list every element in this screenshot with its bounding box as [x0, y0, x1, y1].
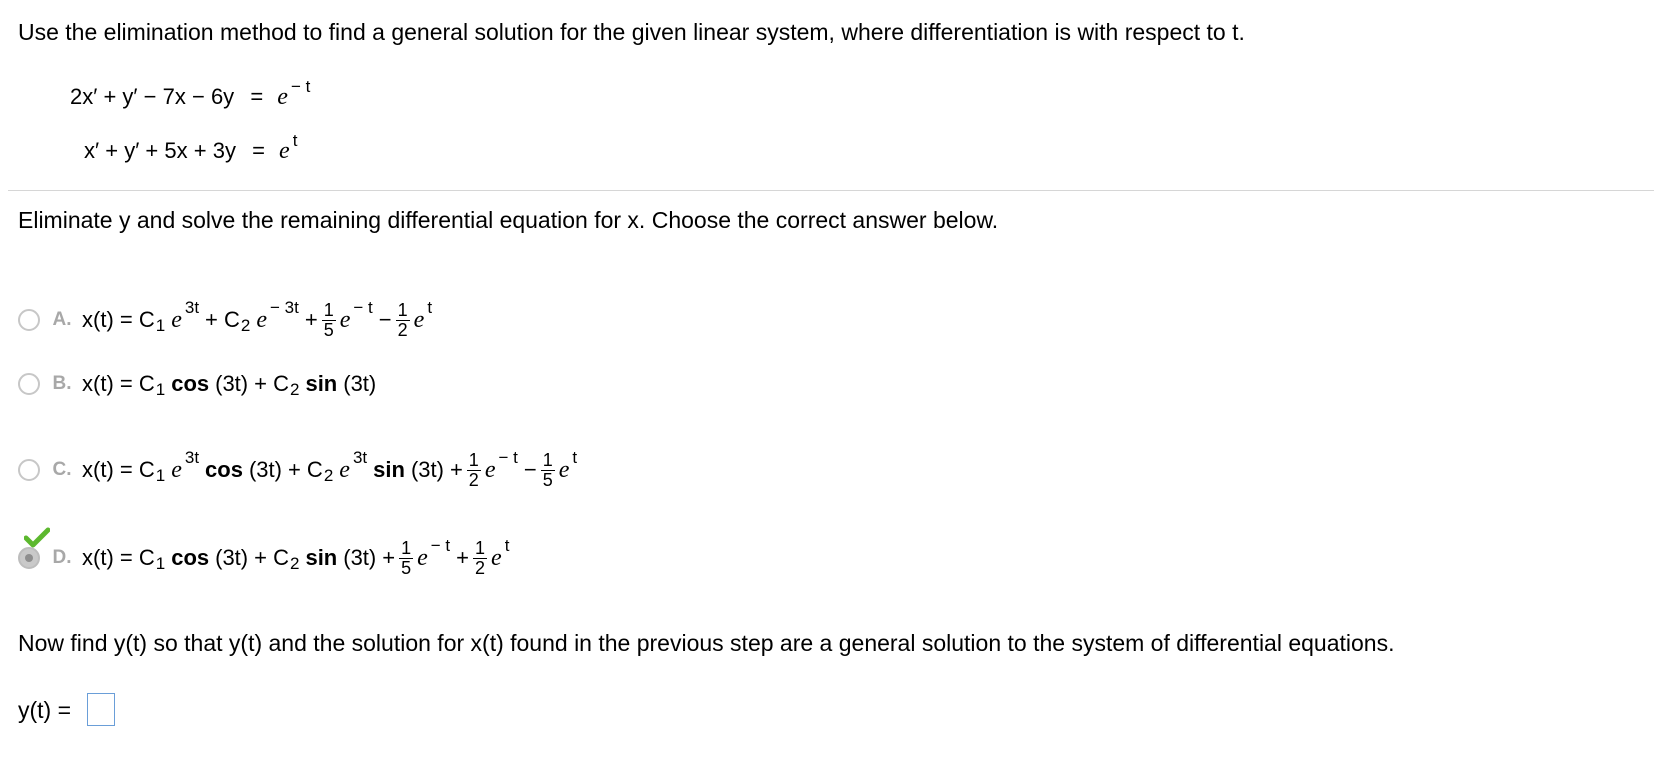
option-d[interactable]: [18, 536, 509, 580]
equation-1-rhs-exponent: − t: [290, 77, 311, 96]
equation-2-equals: =: [252, 138, 265, 163]
equation-2: [84, 131, 298, 166]
answer-label: y(t) =: [18, 697, 72, 723]
step2-instruction: Now find y(t) so that y(t) and the solution for x(t) found in the previous step are a general solution to the system of differential equations.: [18, 630, 1395, 656]
option-c-formula: x(t) = C 1 e 3t cos (3t) + C 2 e 3t sin (3t) + $\frac{1}{2}$ e − t − $\frac{1}{5}$ e t: [82, 448, 578, 490]
option-c[interactable]: [18, 448, 577, 492]
option-d-letter: D.: [52, 547, 72, 568]
option-c-letter: C.: [52, 459, 72, 480]
equation-1: [70, 77, 311, 112]
option-a-radio[interactable]: [18, 309, 40, 331]
option-a-letter: A.: [52, 309, 72, 330]
equation-2-lhs: x′ + y′ + 5x + 3y: [84, 138, 236, 163]
answer-input[interactable]: [87, 693, 115, 726]
step1-instruction: Eliminate y and solve the remaining differential equation for x. Choose the correct answer below.: [18, 207, 999, 233]
option-b[interactable]: [18, 362, 376, 406]
option-b-letter: B.: [52, 373, 72, 394]
equation-1-rhs-base: e: [277, 84, 288, 110]
correct-checkmark-icon: [24, 527, 50, 549]
option-a-formula: x(t) = C 1 e 3t + C 2 e − 3t + $\frac{1}{5}$ e − t − $\frac{1}{2}$ e t: [82, 298, 433, 340]
option-b-formula: x(t) = C 1 cos (3t) + C 2 sin (3t): [82, 371, 377, 399]
equation-2-rhs-exponent: t: [292, 131, 298, 150]
option-a[interactable]: [18, 298, 432, 342]
question-prompt: Use the elimination method to find a general solution for the given linear system, where differentiation is with respect to t.: [18, 19, 1245, 45]
equation-2-rhs-base: e: [279, 138, 290, 164]
option-c-radio[interactable]: [18, 459, 40, 481]
option-b-radio[interactable]: [18, 373, 40, 395]
option-d-formula: x(t) = C 1 cos (3t) + C 2 sin (3t) + $\frac{1}{5}$ e − t + $\frac{1}{2}$ e t: [82, 536, 510, 578]
equation-1-equals: =: [250, 84, 264, 109]
equation-1-lhs: 2x′ + y′ − 7x − 6y: [70, 84, 235, 109]
section-divider: [8, 190, 1654, 191]
option-d-radio[interactable]: [18, 547, 40, 569]
